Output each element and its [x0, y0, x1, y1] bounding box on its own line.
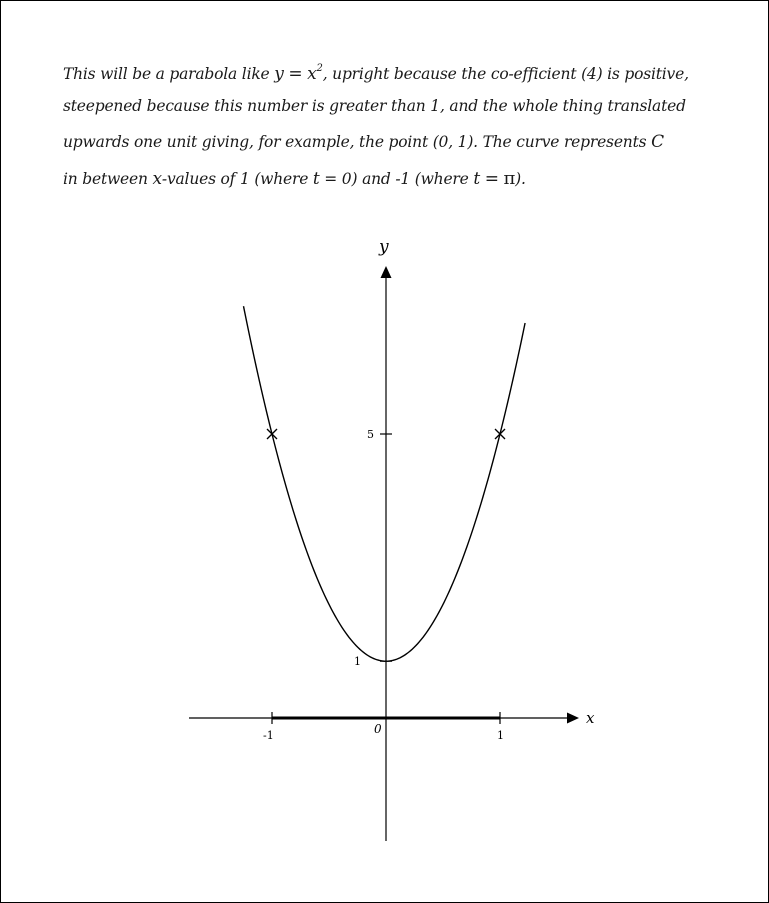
tick-label-x-pos: 1 [497, 729, 504, 742]
math-curve-c: C [651, 132, 664, 152]
math-equals: = [484, 168, 499, 189]
math-x: x [307, 64, 317, 84]
paragraph-line-2: steepened because this number is greater than 1, and the whole thing translated [63, 96, 686, 115]
math-exponent: 2 [316, 63, 323, 74]
text-run: upwards one unit giving, for example, the point (0, 1). The curve represents [63, 133, 647, 151]
origin-label: 0 [374, 722, 382, 736]
text-run: ). [515, 169, 526, 188]
tick-label-x-neg: -1 [263, 729, 274, 742]
text-run: , upright because the co-efficient (4) is positive, [322, 65, 689, 83]
text-run: This will be a parabola like [63, 65, 270, 83]
tick-label-y-1: 1 [354, 655, 361, 669]
text-run: in between [63, 169, 148, 188]
y-axis-arrow [381, 266, 392, 278]
marked-point-left [267, 429, 277, 439]
math-t: t [312, 168, 320, 189]
parabola-curve [244, 306, 526, 661]
text-run: -values of 1 (where [161, 169, 309, 188]
tick-label-y-5: 5 [367, 428, 374, 441]
text-run: and -1 (where [362, 169, 469, 188]
y-axis-label: y [379, 237, 389, 257]
math-x: x [152, 168, 162, 189]
marked-point-right [495, 429, 505, 439]
math-pi: π [503, 167, 516, 189]
math-equals: = [288, 64, 303, 84]
x-axis-label: x [586, 709, 595, 727]
text-run: = 0) [324, 169, 358, 188]
x-axis-arrow [567, 713, 579, 724]
math-y: y [274, 64, 284, 84]
math-t: t [473, 168, 480, 189]
parabola-graph [1, 1, 768, 902]
